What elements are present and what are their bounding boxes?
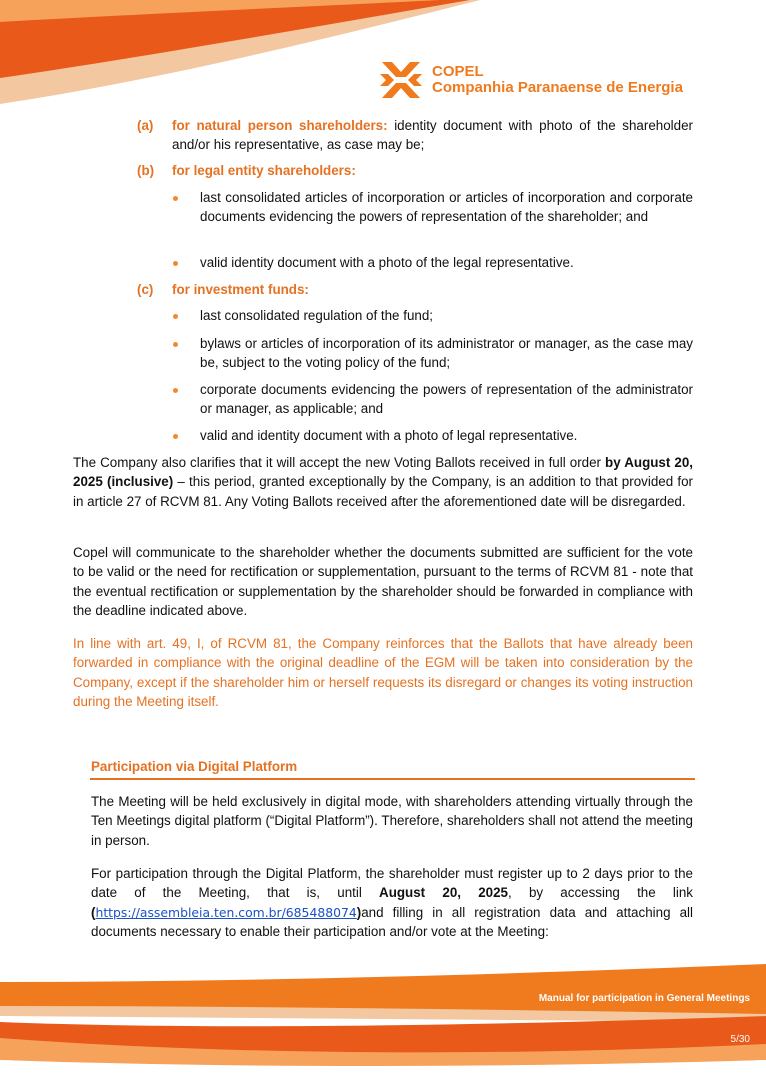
item-a-text — [172, 116, 693, 155]
paragraph-registration — [91, 864, 693, 942]
item-c-label: (c) — [137, 282, 154, 297]
item-c-bullet-3: corporate documents evidencing the powers of representation of the administrator or manager, as applicable; and — [200, 382, 693, 417]
p5-text-c: , by accessing the link — [508, 885, 693, 901]
item-b-label: (b) — [137, 163, 155, 178]
company-logo — [380, 60, 683, 100]
p1-text-a: The Company also clarifies that it will accept the new Voting Ballots received in full order — [73, 455, 606, 470]
paragraph-documents-communication: Copel will communicate to the shareholder whether the documents submitted are sufficient for the vote to be valid or the need for rectification or supplementation, pursuant to the terms of RCVM 81 - note that the eventual rectification or supplementation by the shareholder should be forwarded in compliance with the deadline indicated above. — [73, 545, 693, 619]
section-title: Participation via Digital Platform — [91, 759, 298, 774]
bullet-dot — [173, 196, 178, 201]
copel-logo-icon — [380, 60, 422, 100]
item-a-title: for natural person shareholders: — [172, 118, 388, 133]
p5-text-a: For participation through the Digital Platform, the shareholder must register up to 2 days prior to the date of the Meeting, that is, until — [91, 866, 693, 901]
item-a-label: (a) — [137, 118, 154, 133]
page-number: 5/30 — [730, 1034, 750, 1045]
p5-text-d: and filling in all registration data and attaching all documents necessary to enable their participation and/or vote at the Meeting: — [91, 904, 693, 940]
paragraph-digital-meeting: The Meeting will be held exclusively in digital mode, with shareholders attending virtually through the Ten Meetings digital platform (“Digital Platform”). Therefore, shareholders shall not attend the meeting in person. — [91, 794, 693, 848]
bullet-dot — [173, 342, 178, 347]
p1-deadline: by August 20, 2025 (inclusive) — [73, 455, 693, 490]
footer-swoosh — [0, 960, 766, 1083]
p5-paren-close: ) — [356, 904, 362, 920]
bullet-dot — [173, 314, 178, 319]
registration-link[interactable]: https://assembleia.ten.com.br/685488074 — [95, 904, 357, 920]
item-b-title: for legal entity shareholders: — [172, 163, 356, 178]
bullet-dot — [173, 434, 178, 439]
bullet-dot — [173, 388, 178, 393]
company-full-name: Companhia Paranaense de Energia — [432, 79, 683, 96]
p5-deadline: August 20, 2025 — [379, 885, 508, 901]
company-short-name: COPEL — [432, 63, 484, 80]
item-a-body: identity document with photo of the shareholder and/or his representative, as case may be; — [172, 118, 694, 153]
item-c-bullet-2: bylaws or articles of incorporation of its administrator or manager, as the case may be, subject to the voting policy of the fund; — [200, 336, 693, 371]
p5-paren-open: ( — [91, 904, 96, 920]
item-c-bullet-4: valid and identity document with a photo of legal representative. — [200, 428, 578, 443]
paragraph-ballots-deadline — [73, 453, 693, 511]
p1-text-c: – this period, granted exceptionally by the Company, is an addition to that provided for in article 27 of RCVM 81. Any Voting Ballots received after the aforementioned date will be disregarded. — [73, 474, 693, 509]
paragraph-rcvm-notice: In line with art. 49, I, of RCVM 81, the Company reinforces that the Ballots that have already been forwarded in compliance with the original deadline of the EGM will be taken into consideration by the Company, except if the shareholder him or herself requests its disregard or changes its voting instruction during the Meeting itself. — [73, 636, 693, 710]
footer-title: Manual for participation in General Meetings — [538, 993, 750, 1004]
item-c-title: for investment funds: — [172, 282, 309, 297]
item-b-bullet-2: valid identity document with a photo of the legal representative. — [200, 255, 574, 270]
section-divider — [90, 778, 695, 780]
item-c-bullet-1: last consolidated regulation of the fund; — [200, 308, 434, 323]
bullet-dot — [173, 261, 178, 266]
item-b-bullet-1: last consolidated articles of incorporation or articles of incorporation and corporate documents evidencing the powers of representation of the shareholder; and — [200, 190, 693, 225]
